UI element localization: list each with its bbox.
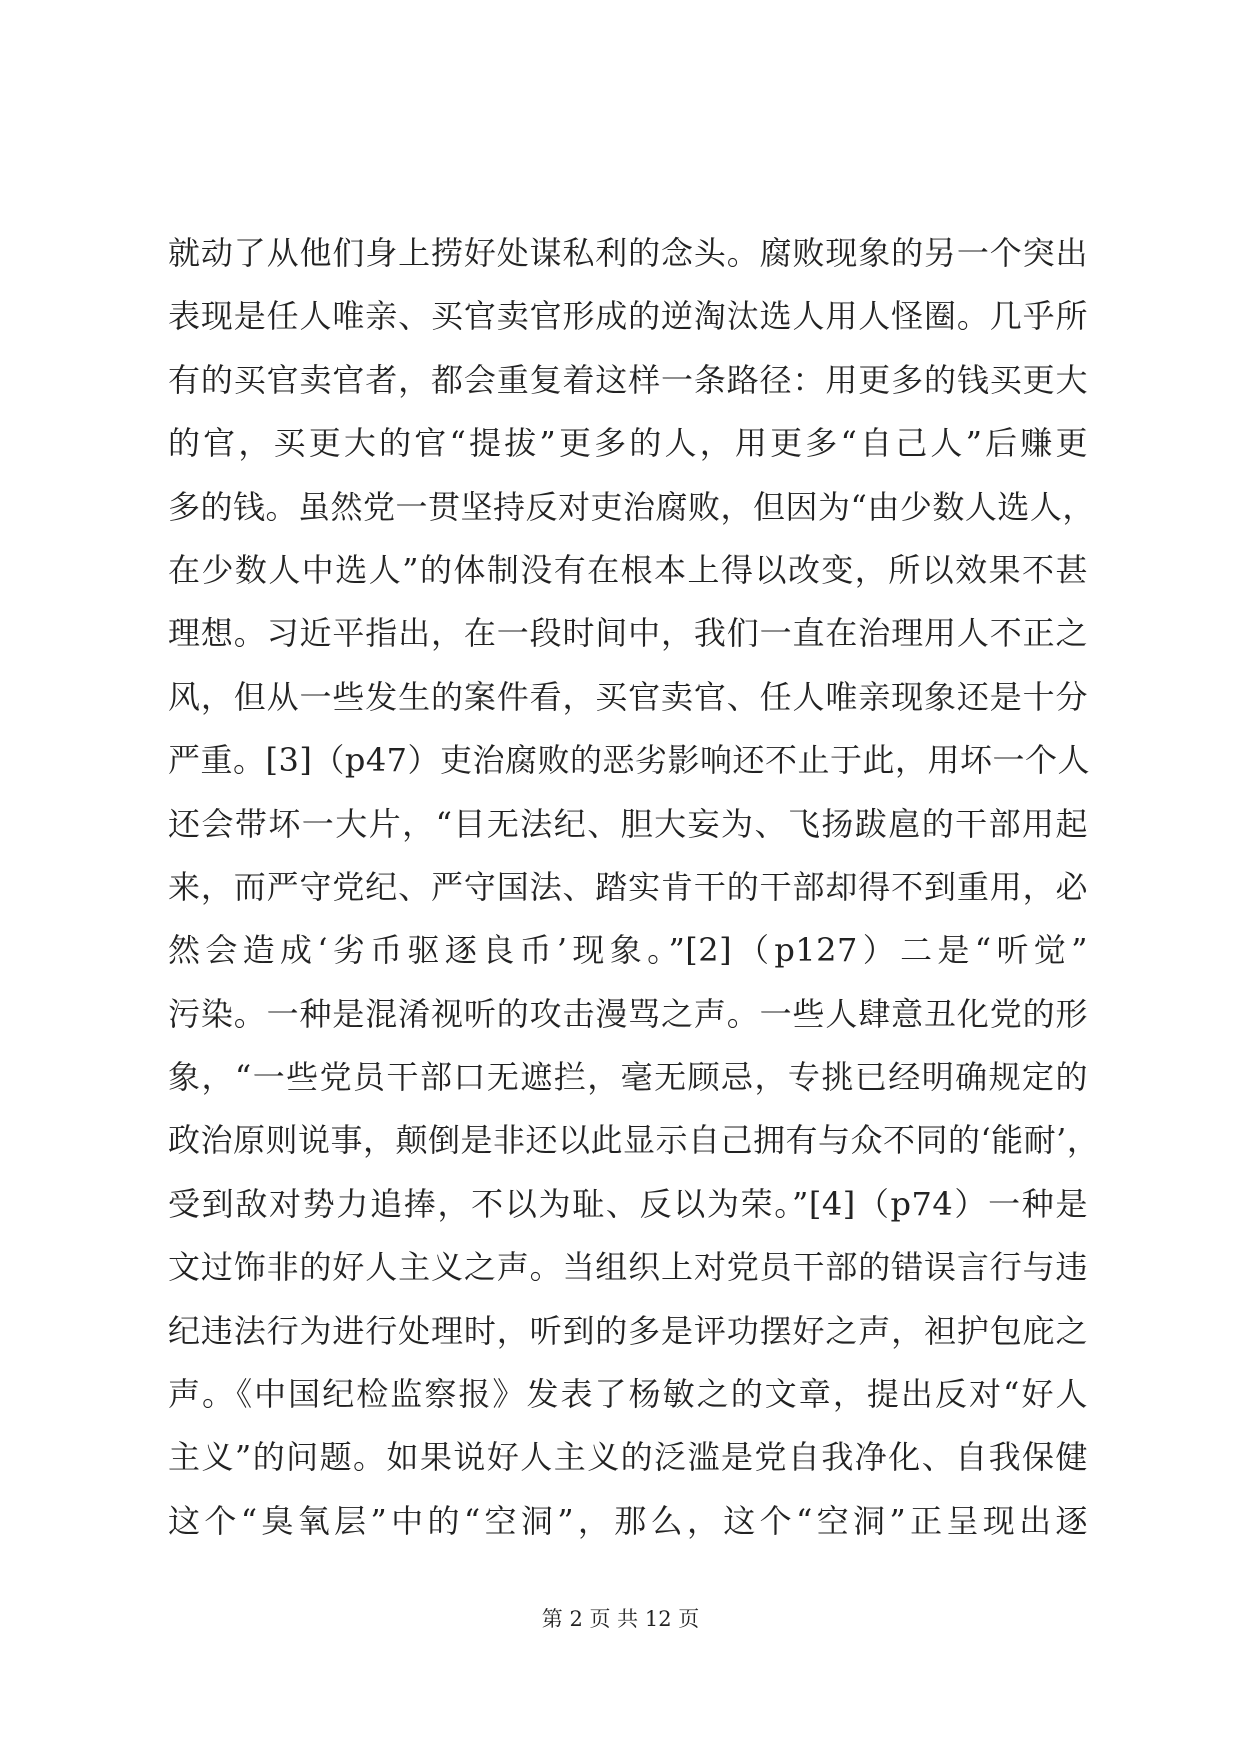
text-line: 就动了从他们身上捞好处谋私利的念头。腐败现象的另一个突出 [168, 234, 1088, 272]
text-line: 风，但从一些发生的案件看，买官卖官、任人唯亲现象还是十分 [168, 677, 1088, 716]
body-text [168, 234, 1100, 1565]
text-line: 纪违法行为进行处理时，听到的多是评功摆好之声，袒护包庇之 [168, 1311, 1088, 1350]
text-line: 然会造成‘劣币驱逐良币’现象。”[2]（p127）二是“听觉” [168, 931, 1088, 970]
text-line: 受到敌对势力追捧，不以为耻、反以为荣。”[4]（p74）一种是 [168, 1184, 1088, 1223]
text-line: 象，“一些党员干部口无遮拦，毫无顾忌，专挑已经明确规定的 [168, 1058, 1088, 1097]
text-line: 的官，买更大的官“提拔”更多的人，用更多“自己人”后赚更 [168, 424, 1088, 463]
text-line: 还会带坏一大片，“目无法纪、胆大妄为、飞扬跋扈的干部用起 [168, 804, 1088, 843]
text-line: 有的买官卖官者，都会重复着这样一条路径：用更多的钱买更大 [168, 360, 1088, 399]
page-number-label: 第 2 页 共 12 页 [541, 1607, 700, 1631]
text-line: 声。《中国纪检监察报》发表了杨敏之的文章，提出反对“好人 [168, 1375, 1088, 1414]
page-footer [0, 1604, 1241, 1634]
text-line: 主义”的问题。如果说好人主义的泛滥是党自我净化、自我保健 [168, 1438, 1088, 1477]
text-line: 理想。习近平指出，在一段时间中，我们一直在治理用人不正之 [168, 614, 1088, 653]
text-line: 文过饰非的好人主义之声。当组织上对党员干部的错误言行与违 [168, 1248, 1088, 1287]
text-line: 严重。[3]（p47）吏治腐败的恶劣影响还不止于此，用坏一个人 [168, 741, 1091, 780]
text-line: 这个“臭氧层”中的“空洞”，那么，这个“空洞”正呈现出逐 [168, 1501, 1088, 1540]
text-line: 多的钱。虽然党一贯坚持反对吏治腐败，但因为“由少数人选人， [168, 487, 1095, 526]
text-line: 污染。一种是混淆视听的攻击漫骂之声。一些人肆意丑化党的形 [168, 994, 1088, 1033]
text-line: 政治原则说事，颠倒是非还以此显示自己拥有与众不同的‘能耐’， [168, 1121, 1100, 1160]
text-line: 表现是任人唯亲、买官卖官形成的逆淘汰选人用人怪圈。几乎所 [168, 297, 1088, 336]
text-line: 在少数人中选人”的体制没有在根本上得以改变，所以效果不甚 [168, 550, 1088, 589]
text-line: 来，而严守党纪、严守国法、踏实肯干的干部却得不到重用，必 [168, 867, 1088, 906]
